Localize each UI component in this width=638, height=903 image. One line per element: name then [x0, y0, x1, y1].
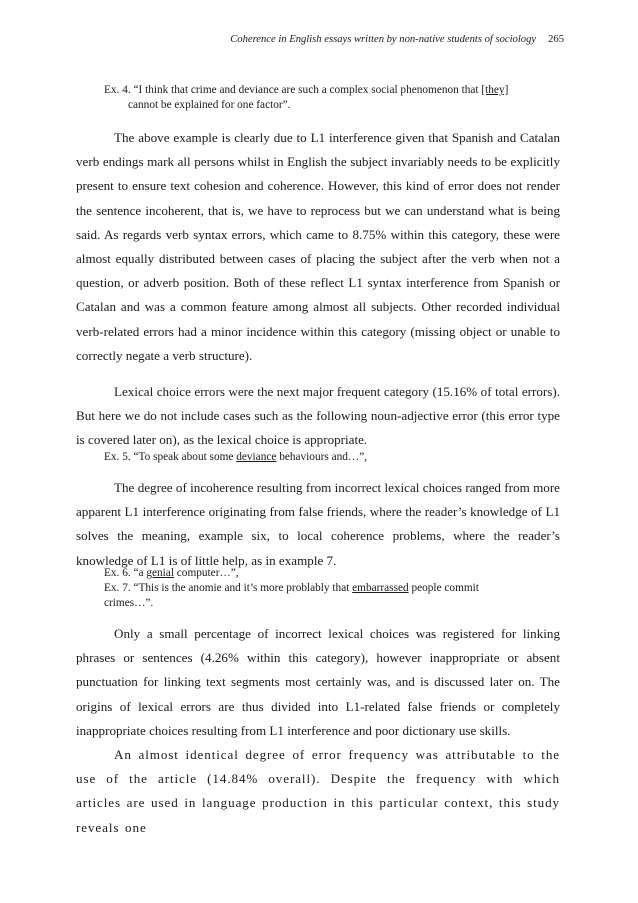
example-7-continuation: crimes…”. — [104, 596, 154, 609]
body-paragraph-4: Only a small percentage of incorrect lexical choices was registered for linking phrases or sentences (4.26% within this category), however inappropriate or absent punctuation for linking text segments most certainly was, and is discussed later on. The origins of lexical errors are thus divided into L1-related false friends or completely inappropriate choices resulting from L1 interference and poor dictionary use skills. — [76, 626, 560, 738]
example-5-underlined: deviance — [236, 451, 277, 463]
example-7-underlined: embarrassed — [352, 582, 409, 594]
example-7 — [104, 581, 560, 610]
example-4-continuation: cannot be explained for one factor”. — [128, 98, 291, 111]
body-paragraph-3: The degree of incoherence resulting from incorrect lexical choices ranged from more apparent L1 interference originating from false friends, where the reader’s knowledge of L1 solves the meaning, example six, to local coherence problems, where the reader’s knowledge of L1 is of little help, as in example 7. — [76, 480, 560, 568]
running-header — [0, 34, 564, 45]
example-4-text: Ex. 4. “I think that crime and deviance are such a complex social phenomenon that — [104, 84, 482, 96]
example-4-underlined: [they] — [481, 84, 509, 96]
example-5 — [104, 450, 560, 465]
example-6-underlined: genial — [146, 567, 174, 579]
example-5-text: Ex. 5. “To speak about some — [104, 451, 237, 463]
body-paragraph-5: An almost identical degree of error frequency was attributable to the use of the article (14.84% overall). Despite the frequency with which articles are used in language production in this particular context, this study reveals one — [76, 747, 560, 835]
page-number: 265 — [548, 34, 564, 45]
example-6 — [104, 566, 560, 581]
example-6-text: Ex. 6. “a — [104, 567, 147, 579]
example-4 — [104, 83, 560, 112]
body-paragraph-1: The above example is clearly due to L1 interference given that Spanish and Catalan verb endings mark all persons whilst in English the subject invariably needs to be explicitly present to ensure text cohesion and coherence. However, this kind of error does not render the sentence incoherent, that is, we have to reprocess but we can understand what is being said. As regards verb syntax errors, which came to 8.75% within this category, these were almost equally distributed between cases of placing the subject after the verb when not a question, or adverb position. Both of these reflect L1 syntax interference from Spanish or Catalan and was a common feature among almost all subjects. Other recorded individual verb-related errors had a minor incidence within this category (missing object or unable to correctly negate a verb structure). — [76, 130, 560, 363]
example-6-tail: computer…”, — [173, 567, 239, 579]
example-7-tail: people commit — [408, 582, 479, 594]
example-7-text: Ex. 7. “This is the anomie and it’s more problably that — [104, 582, 353, 594]
example-5-tail: behaviours and…”, — [276, 451, 368, 463]
body-paragraph-2: Lexical choice errors were the next major frequent category (15.16% of total errors). But here we do not include cases such as the following noun-adjective error (this error type is covered later on), as the lexical choice is appropriate. — [76, 384, 560, 448]
running-title: Coherence in English essays written by non-native students of sociology — [230, 34, 537, 45]
